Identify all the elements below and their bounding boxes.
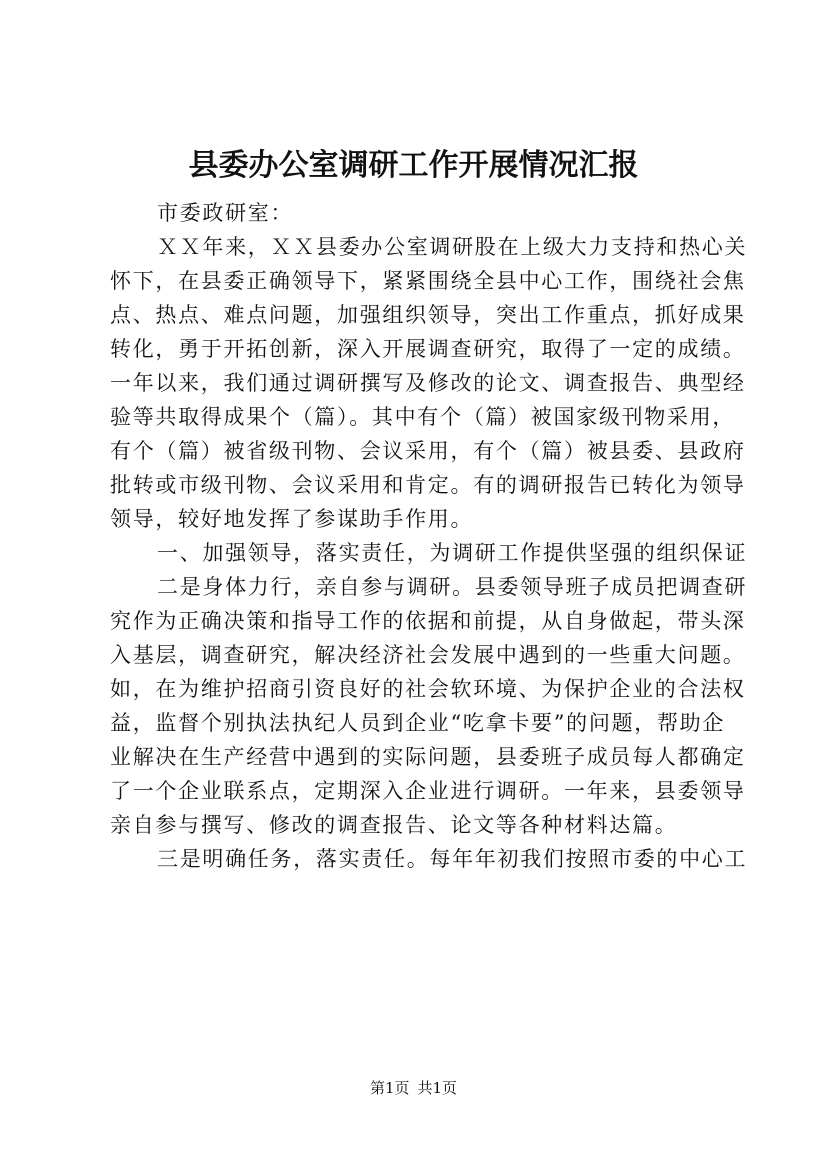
paragraph-line: 批转或市级刊物、会议采用和肯定。有的调研报告已转化为领导 [110, 473, 746, 497]
section-heading: 一、加强领导，落实责任，为调研工作提供坚强的组织保证 [157, 541, 748, 565]
paragraph-line: ＸＸ年来，ＸＸ县委办公室调研股在上级大力支持和热心关 [157, 235, 748, 259]
page-number: 第1页 [369, 1079, 410, 1097]
page-total: 共1页 [417, 1079, 458, 1097]
salutation-line: 市委政研室： [157, 201, 294, 225]
paragraph-line: 亲自参与撰写、修改的调查报告、论文等各种材料达篇。 [110, 813, 678, 837]
paragraph-line: 入基层，调查研究，解决经济社会发展中遇到的一些重大问题。 [110, 643, 746, 667]
paragraph-line: 验等共取得成果个（篇）。其中有个（篇）被国家级刊物采用， [110, 405, 736, 429]
paragraph-line: 究作为正确决策和指导工作的依据和前提，从自身做起，带头深 [110, 609, 746, 633]
paragraph-line: 了一个企业联系点，定期深入企业进行调研。一年来，县委领导 [110, 779, 746, 803]
paragraph-line: 业解决在生产经营中遇到的实际问题，县委班子成员每人都确定 [110, 745, 746, 769]
page-footer [0, 1078, 827, 1098]
paragraph-line: 有个（篇）被省级刊物、会议采用，有个（篇）被县委、县政府 [110, 439, 746, 463]
paragraph-line: 领导，较好地发挥了参谋助手作用。 [110, 507, 474, 531]
paragraph-line: 怀下，在县委正确领导下，紧紧围绕全县中心工作，围绕社会焦 [110, 269, 746, 293]
paragraph-line: 二是身体力行，亲自参与调研。县委领导班子成员把调查研 [157, 575, 748, 599]
paragraph-line: 转化，勇于开拓创新，深入开展调查研究，取得了一定的成绩。 [110, 337, 746, 361]
document-body [110, 196, 822, 876]
document-title: 县委办公室调研工作开展情况汇报 [188, 148, 639, 183]
paragraph-line: 益，监督个别执法执纪人员到企业“吃拿卡要”的问题，帮助企 [110, 711, 726, 735]
paragraph-line: 点、热点、难点问题，加强组织领导，突出工作重点，抓好成果 [110, 303, 746, 327]
paragraph-line: 一年以来，我们通过调研撰写及修改的论文、调查报告、典型经 [110, 371, 746, 395]
paragraph-line: 三是明确任务，落实责任。每年年初我们按照市委的中心工 [157, 847, 748, 871]
paragraph-line: 如，在为维护招商引资良好的社会软环境、为保护企业的合法权 [110, 677, 746, 701]
